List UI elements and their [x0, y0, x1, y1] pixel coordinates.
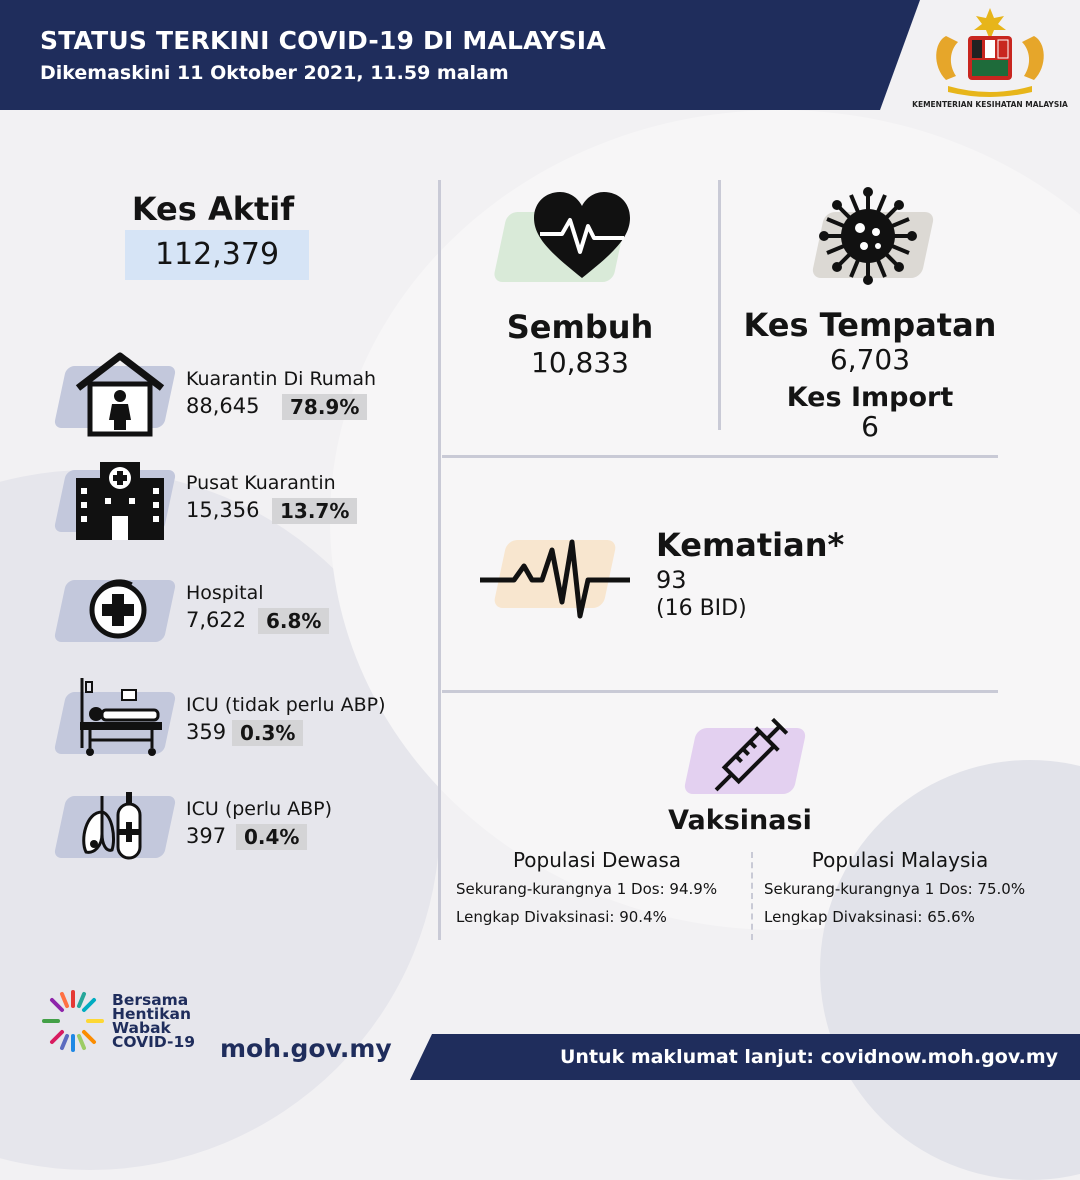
- vaccination-divider: [751, 852, 753, 940]
- tagline-line: Bersama: [112, 991, 189, 1009]
- stat-label: Kuarantin Di Rumah: [186, 368, 377, 390]
- syringe-icon: [700, 706, 800, 806]
- icu-bed-icon: [72, 678, 168, 764]
- active-cases-value: 112,379: [154, 237, 280, 272]
- local-cases-label: Kes Tempatan: [743, 306, 997, 344]
- recovered-value: 10,833: [531, 346, 629, 379]
- vaccination-label: Vaksinasi: [668, 805, 812, 836]
- recovered-label: Sembuh: [506, 308, 654, 346]
- divider-vertical: [718, 180, 721, 430]
- stat-percent: 6.8%: [258, 608, 329, 634]
- tagline-line: COVID-19: [112, 1033, 196, 1051]
- stat-hospital: [0, 570, 440, 670]
- deaths-value: 93: [656, 566, 687, 594]
- stat-percent: 78.9%: [282, 394, 367, 420]
- stat-percent: 13.7%: [272, 498, 357, 524]
- more-info-link[interactable]: Untuk maklumat lanjut: covidnow.moh.gov.my: [560, 1046, 1059, 1068]
- update-date: Dikemaskini 11 Oktober 2021, 11.59 malam: [40, 62, 509, 84]
- adult-dose1: Sekurang-kurangnya 1 Dos: 94.9%: [456, 880, 718, 898]
- virus-icon: [818, 186, 918, 286]
- lungs-ventilator-icon: [72, 782, 168, 868]
- deaths-bid: (16 BID): [656, 596, 747, 621]
- stat-icu-ventilator: [0, 786, 440, 886]
- adult-full: Lengkap Divaksinasi: 90.4%: [456, 908, 667, 926]
- ministry-name: KEMENTERIAN KESIHATAN MALAYSIA: [912, 100, 1068, 109]
- stat-label: ICU (tidak perlu ABP): [186, 694, 386, 716]
- stat-value: 397: [186, 824, 227, 848]
- stat-label: Hospital: [186, 582, 264, 604]
- stat-value: 7,622: [186, 608, 247, 632]
- stat-label: ICU (perlu ABP): [186, 798, 333, 820]
- malaysia-crest-logo: [928, 6, 1052, 98]
- stat-home-quarantine: [0, 356, 440, 456]
- stat-value: 15,356: [186, 498, 260, 522]
- deaths-label: Kematian*: [656, 526, 845, 564]
- divider-horizontal: [442, 690, 998, 693]
- pulse-line-icon: [480, 536, 630, 620]
- tagline-line: Wabak: [112, 1019, 171, 1037]
- moh-website[interactable]: moh.gov.my: [220, 1034, 392, 1063]
- active-cases-label: Kes Aktif: [131, 190, 295, 228]
- local-cases-value: 6,703: [829, 343, 911, 376]
- total-full: Lengkap Divaksinasi: 65.6%: [764, 908, 975, 926]
- divider-horizontal: [442, 455, 998, 458]
- home-quarantine-icon: [72, 352, 168, 438]
- total-population-title: Populasi Malaysia: [811, 848, 989, 872]
- header-bar: [0, 0, 1080, 110]
- stat-quarantine-center: [0, 460, 440, 560]
- quarantine-center-icon: [72, 456, 168, 542]
- divider-vertical: [438, 180, 441, 940]
- adult-population-title: Populasi Dewasa: [512, 848, 682, 872]
- stat-percent: 0.3%: [232, 720, 303, 746]
- header-banner: [0, 0, 1080, 110]
- heartbeat-icon: [532, 190, 632, 282]
- page-title: STATUS TERKINI COVID-19 DI MALAYSIA: [40, 26, 606, 55]
- hospital-icon: [72, 566, 168, 652]
- tagline-line: Hentikan: [112, 1005, 192, 1023]
- stat-value: 88,645: [186, 394, 260, 418]
- stat-percent: 0.4%: [236, 824, 307, 850]
- stat-label: Pusat Kuarantin: [186, 472, 336, 494]
- total-dose1: Sekurang-kurangnya 1 Dos: 75.0%: [764, 880, 1026, 898]
- imported-cases-value: 6: [861, 410, 879, 443]
- stat-value: 359: [186, 720, 227, 744]
- stat-icu-no-ventilator: [0, 682, 440, 782]
- imported-cases-label: Kes Import: [786, 382, 954, 413]
